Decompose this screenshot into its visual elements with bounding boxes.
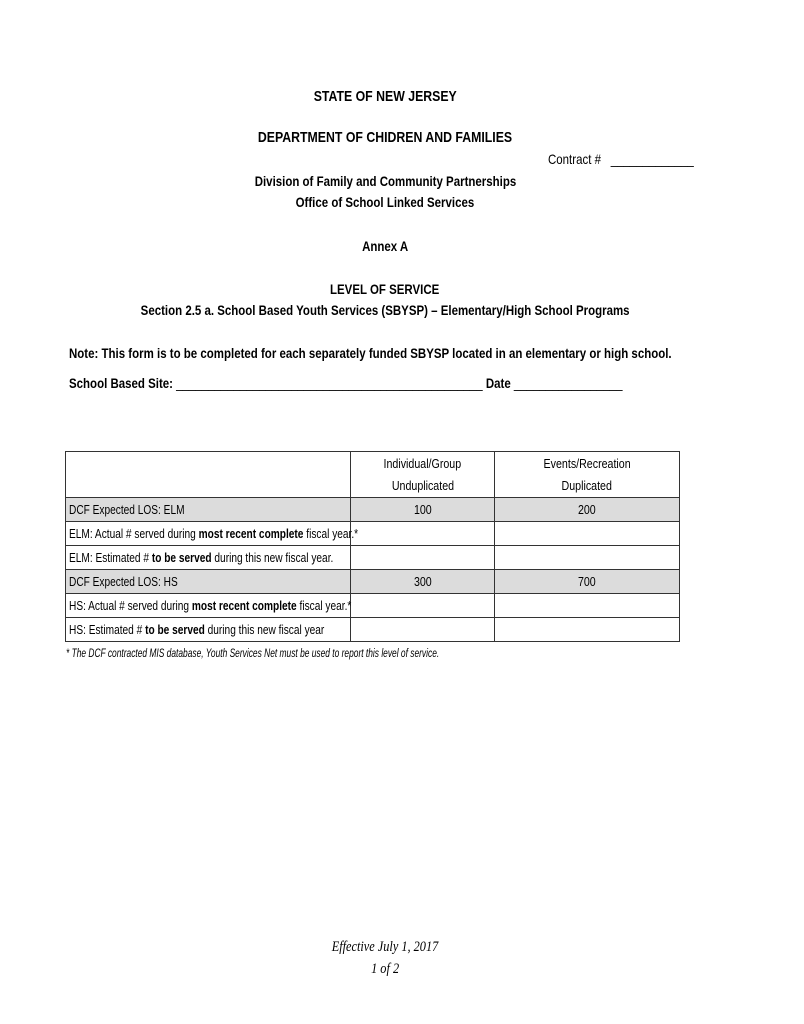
input-individual[interactable] <box>351 594 495 618</box>
input-events[interactable] <box>495 546 680 570</box>
input-individual[interactable] <box>351 522 495 546</box>
table-row <box>66 594 680 618</box>
school-site-label: School Based Site: <box>69 375 173 391</box>
row-label: HS: Estimated # to be served during this new fiscal year <box>66 618 351 642</box>
header-events-recreation: Events/Recreation Duplicated <box>495 452 680 498</box>
date-input[interactable]: _________________ <box>513 375 623 391</box>
table-row <box>66 522 680 546</box>
section-title: Section 2.5 a. School Based Youth Services (SBYSP) – Elementary/High School Programs <box>140 302 630 318</box>
table-row <box>66 546 680 570</box>
input-individual[interactable] <box>351 546 495 570</box>
table-row <box>66 618 680 642</box>
cell-events: 700 <box>495 570 680 594</box>
contract-value: _____________ <box>610 151 694 167</box>
table-row <box>66 570 680 594</box>
input-individual[interactable] <box>351 618 495 642</box>
annex-title: Annex A <box>361 238 409 254</box>
input-events[interactable] <box>495 618 680 642</box>
cell-individual: 100 <box>351 498 495 522</box>
table-header-row <box>66 452 680 498</box>
input-events[interactable] <box>495 522 680 546</box>
row-label: DCF Expected LOS: ELM <box>66 498 351 522</box>
table-header-blank <box>66 452 351 498</box>
department-title: DEPARTMENT OF CHIDREN AND FAMILIES <box>257 129 513 146</box>
table-row <box>66 498 680 522</box>
input-events[interactable] <box>495 594 680 618</box>
state-title: STATE OF NEW JERSEY <box>313 88 457 105</box>
header-individual-group: Individual/Group Unduplicated <box>351 452 495 498</box>
table-footnote: * The DCF contracted MIS database, Youth Services Net must be used to report this level of service. <box>66 646 440 660</box>
level-of-service-title: LEVEL OF SERVICE <box>330 281 440 297</box>
level-of-service-table <box>65 451 680 642</box>
page-number: 1 of 2 <box>370 961 400 977</box>
form-note: Note: This form is to be completed for each separately funded SBYSP located in an elementary or high school. <box>69 345 672 361</box>
school-site-line <box>69 375 744 391</box>
office-title: Office of School Linked Services <box>295 194 475 210</box>
contract-field <box>548 151 726 167</box>
contract-label: Contract # <box>548 151 601 167</box>
row-label: ELM: Estimated # to be served during this new fiscal year. <box>66 546 351 570</box>
effective-date: Effective July 1, 2017 <box>331 939 439 955</box>
division-title: Division of Family and Community Partnerships <box>254 173 516 189</box>
row-label: DCF Expected LOS: HS <box>66 570 351 594</box>
school-site-input[interactable]: ________________________________________________ <box>176 375 483 391</box>
cell-individual: 300 <box>351 570 495 594</box>
row-label: HS: Actual # served during most recent complete fiscal year.* <box>66 594 351 618</box>
row-label: ELM: Actual # served during most recent complete fiscal year.* <box>66 522 351 546</box>
cell-events: 200 <box>495 498 680 522</box>
date-label: Date <box>485 375 511 391</box>
